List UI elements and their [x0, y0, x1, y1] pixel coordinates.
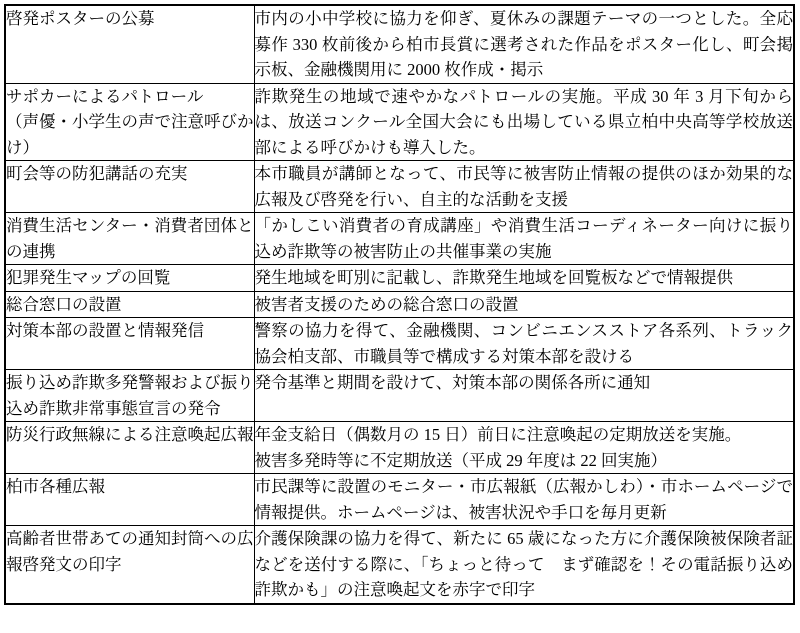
- measure-detail-cell: 発生地域を町別に記載し、詐欺発生地域を回覧板などで情報提供: [254, 265, 794, 292]
- table-row: [5, 161, 794, 213]
- measure-name-cell: 対策本部の設置と情報発信: [5, 318, 254, 370]
- measure-detail-cell: 市内の小中学校に協力を仰ぎ、夏休みの課題テーマの一つとした。全応募作 330 枚前後から柏市長賞に選考された作品をポスター化し、町会掲示板、金融機関用に 2000 枚作成・掲示: [254, 5, 794, 83]
- table-row: [5, 83, 794, 161]
- table-row: [5, 318, 794, 370]
- measure-detail-cell: 被害者支援のための総合窓口の設置: [254, 291, 794, 318]
- measure-name-cell: 柏市各種広報: [5, 474, 254, 526]
- table-row: [5, 265, 794, 292]
- table-row: [5, 213, 794, 265]
- table-row: [5, 526, 794, 604]
- measure-name-cell: サポカーによるパトロール （声優・小学生の声で注意呼びかけ）: [5, 83, 254, 161]
- anti-fraud-measures-table: [4, 4, 795, 605]
- table-row: [5, 422, 794, 474]
- measure-detail-cell: 警察の協力を得て、金融機関、コンビニエンスストア各系列、トラック協会柏支部、市職員等で構成する対策本部を設ける: [254, 318, 794, 370]
- measure-name-cell: 高齢者世帯あての通知封筒への広報啓発文の印字: [5, 526, 254, 604]
- table-body: [5, 5, 794, 604]
- measure-name-cell: 総合窓口の設置: [5, 291, 254, 318]
- measure-name-cell: 犯罪発生マップの回覧: [5, 265, 254, 292]
- measure-detail-cell: 介護保険課の協力を得て、新たに 65 歳になった方に介護保険被保険者証などを送付する際に、「ちょっと待って まず確認を！その電話振り込め詐欺かも」の注意喚起文を赤字で印字: [254, 526, 794, 604]
- measure-detail-cell: 発令基準と期間を設けて、対策本部の関係各所に通知: [254, 370, 794, 422]
- measure-name-cell: 振り込め詐欺多発警報および振り込め詐欺非常事態宣言の発令: [5, 370, 254, 422]
- measure-name-cell: 防災行政無線による注意喚起広報: [5, 422, 254, 474]
- measure-name-cell: 町会等の防犯講話の充実: [5, 161, 254, 213]
- measure-detail-cell: 年金支給日（偶数月の 15 日）前日に注意喚起の定期放送を実施。 被害多発時等に不定期放送（平成 29 年度は 22 回実施）: [254, 422, 794, 474]
- measure-detail-cell: 詐欺発生の地域で速やかなパトロールの実施。平成 30 年 3 月下旬からは、放送コンクール全国大会にも出場している県立柏中央高等学校放送部による呼びかけも導入した。: [254, 83, 794, 161]
- table-row: [5, 370, 794, 422]
- measure-detail-cell: 「かしこい消費者の育成講座」や消費生活コーディネーター向けに振り込め詐欺等の被害防止の共催事業の実施: [254, 213, 794, 265]
- measure-detail-cell: 本市職員が講師となって、市民等に被害防止情報の提供のほか効果的な広報及び啓発を行い、自主的な活動を支援: [254, 161, 794, 213]
- measure-detail-cell: 市民課等に設置のモニター・市広報紙（広報かしわ）・市ホームページで情報提供。ホームページは、被害状況や手口を毎月更新: [254, 474, 794, 526]
- table-row: [5, 474, 794, 526]
- measure-name-cell: 啓発ポスターの公募: [5, 5, 254, 83]
- measure-name-cell: 消費生活センター・消費者団体との連携: [5, 213, 254, 265]
- table-row: [5, 5, 794, 83]
- table-row: [5, 291, 794, 318]
